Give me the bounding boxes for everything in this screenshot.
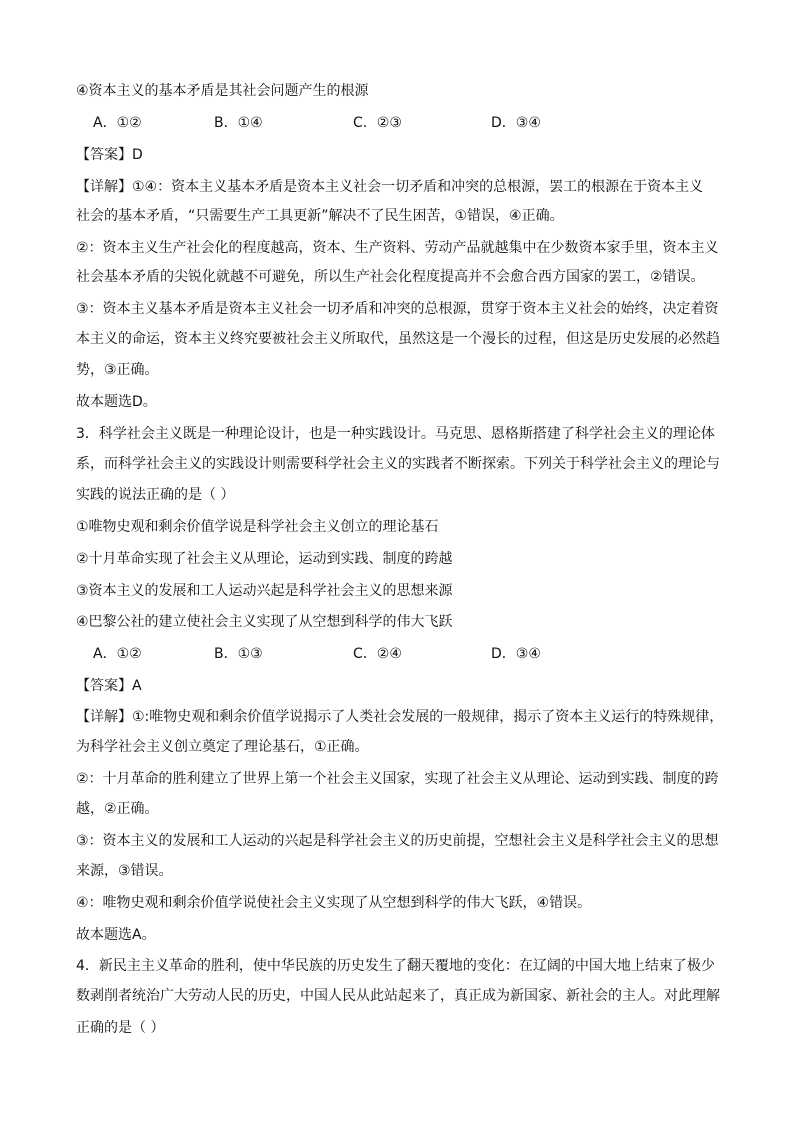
option-c: C．②④ (353, 646, 402, 662)
answer-label: 【答案】D (76, 147, 143, 163)
question-4-stem: 正确的是（ ） (76, 1020, 165, 1036)
conclusion: 故本题选D。 (76, 394, 157, 410)
statement-2: ②十月革命实现了社会主义从理论，运动到实践、制度的跨越 (76, 551, 453, 567)
statement-4: ④资本主义的基本矛盾是其社会问题产生的根源 (76, 83, 369, 99)
question-3-stem: 系，而科学社会主义的实践设计则需要科学社会主义的实践者不断探索。下列关于科学社会主义的理论与 (76, 456, 720, 472)
detail-line: ③：资本主义的发展和工人运动的兴起是科学社会主义的历史前提，空想社会主义是科学社会主义的思想 (76, 833, 719, 849)
detail-line: 社会的基本矛盾，“只需要生产工具更新”解决不了民生困苦，①错误，④正确。 (76, 208, 564, 224)
statement-4: ④巴黎公社的建立使社会主义实现了从空想到科学的伟大飞跃 (76, 614, 453, 630)
question-4-stem: 数剥削者统治广大劳动人民的历史，中国人民从此站起来了，真正成为新国家、新社会的主人。对此理解 (76, 988, 720, 1004)
question-3-stem: 3．科学社会主义既是一种理论设计，也是一种实践设计。马克思、恩格斯搭建了科学社会主义的理论体 (76, 426, 715, 442)
detail-line: 越，②正确。 (76, 801, 159, 817)
option-d: D．③④ (491, 646, 541, 662)
conclusion: 故本题选A。 (76, 927, 156, 943)
detail-line: ②：十月革命的胜利建立了世界上第一个社会主义国家，实现了社会主义从理论、运动到实践、制度的跨 (76, 771, 719, 787)
question-4-stem: 4．新民主主义革命的胜利，使中华民族的历史发生了翻天覆地的变化：在辽阔的中国大地上结束了极少 (76, 958, 715, 974)
question-3-stem: 实践的说法正确的是（ ） (76, 487, 235, 503)
detail-line: 【详解】①:唯物史观和剩余价值学说揭示了人类社会发展的一般规律，揭示了资本主义运行的特殊规律， (76, 709, 724, 725)
option-b: B．①④ (214, 115, 263, 131)
answer-label: 【答案】A (76, 678, 142, 694)
detail-line: 为科学社会主义创立奠定了理论基石，①正确。 (76, 739, 369, 755)
detail-line: 本主义的命运，资本主义终究要被社会主义所取代，虽然这是一个漫长的过程，但这是历史发展的必然趋 (76, 331, 720, 347)
detail-line: 社会基本矛盾的尖锐化就越不可避免，所以生产社会化程度提高并不会愈合西方国家的罢工，②错误。 (76, 269, 705, 285)
statement-1: ①唯物史观和剩余价值学说是科学社会主义创立的理论基石 (76, 519, 439, 535)
option-a: A．①② (93, 646, 142, 662)
option-a: A．①② (93, 115, 142, 131)
option-b: B．①③ (214, 646, 263, 662)
detail-line: 【详解】①④：资本主义基本矛盾是资本主义社会一切矛盾和冲突的总根源，罢工的根源在于资本主义 (76, 179, 704, 195)
detail-line: 势，③正确。 (76, 362, 159, 378)
option-d: D．③④ (491, 115, 541, 131)
detail-line: ②：资本主义生产社会化的程度越高，资本、生产资料、劳动产品就越集中在少数资本家手里，资本主义 (76, 240, 719, 256)
detail-line: 来源，③错误。 (76, 863, 173, 879)
detail-line: ③：资本主义基本矛盾是资本主义社会一切矛盾和冲突的总根源，贯穿于资本主义社会的始终，决定着资 (76, 301, 719, 317)
detail-line: ④：唯物史观和剩余价值学说使社会主义实现了从空想到科学的伟大飞跃，④错误。 (76, 895, 592, 911)
option-c: C．②③ (353, 115, 402, 131)
statement-3: ③资本主义的发展和工人运动兴起是科学社会主义的思想来源 (76, 583, 453, 599)
